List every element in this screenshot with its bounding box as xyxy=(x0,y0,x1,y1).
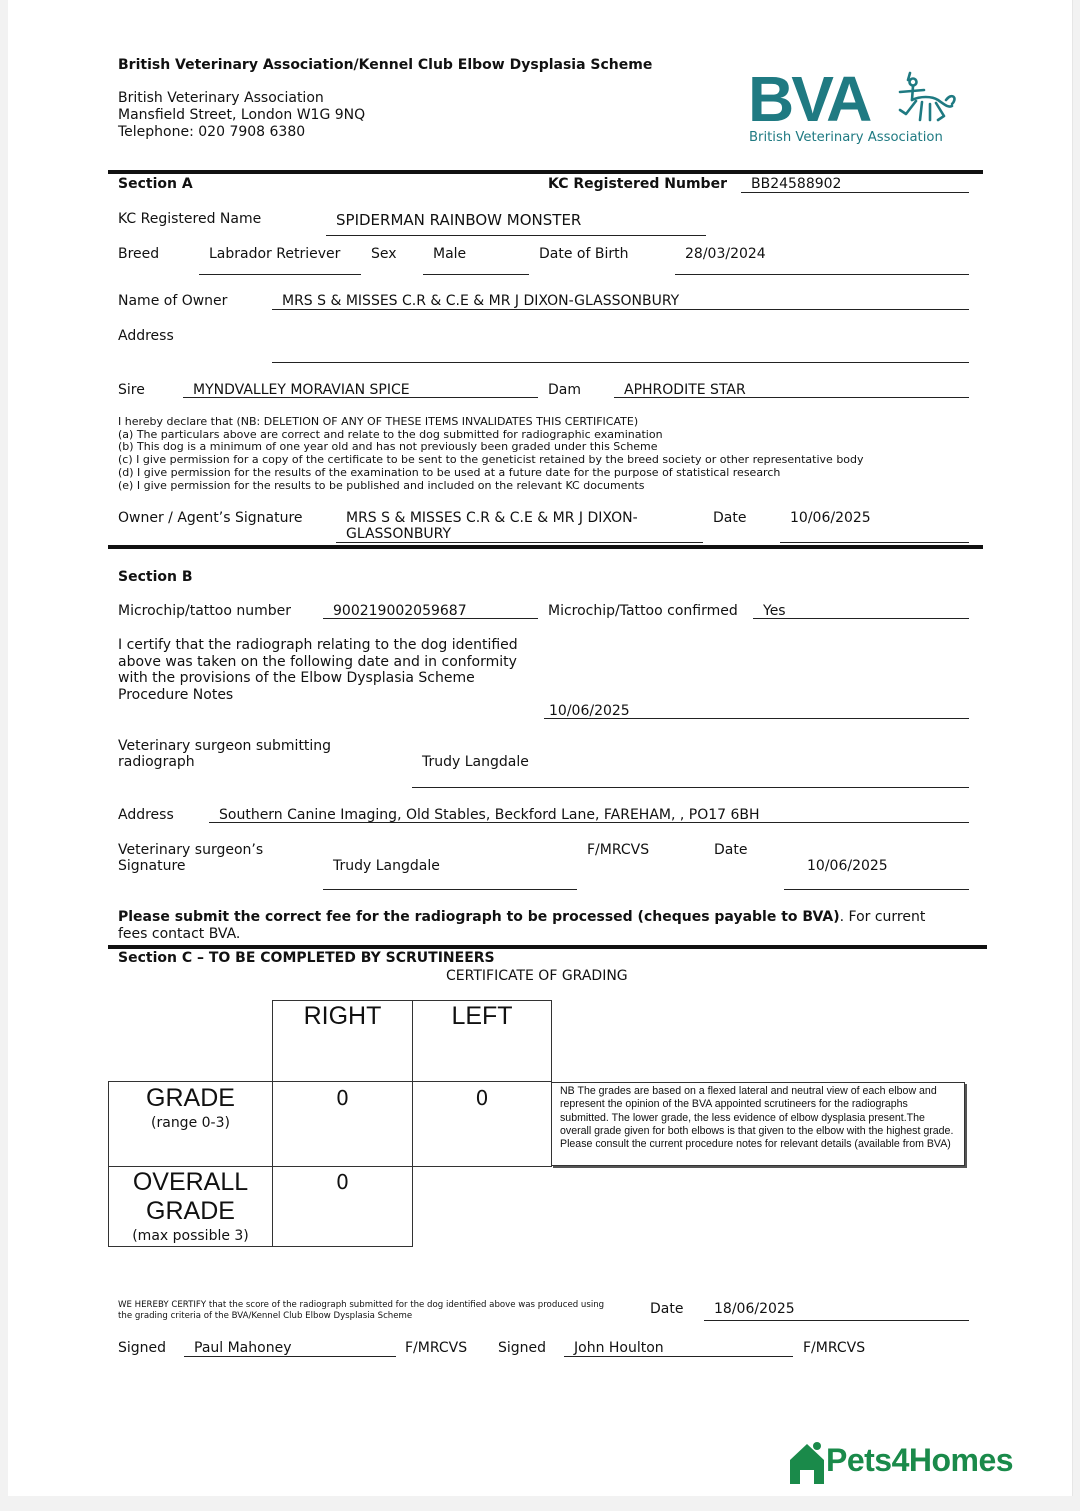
vet-address-label: Address xyxy=(118,807,174,823)
pets4homes-wordmark: Pets4Homes xyxy=(826,1442,1014,1478)
signed-label-1: Signed xyxy=(118,1340,167,1356)
overall-label-cell xyxy=(108,1166,273,1247)
scrutineer-date-line xyxy=(704,1320,969,1321)
overall-value-cell xyxy=(272,1166,413,1247)
scrutineer-date-label: Date xyxy=(650,1301,684,1317)
kc-number-line xyxy=(741,192,969,193)
pets4homes-watermark xyxy=(788,1440,1038,1488)
declaration-line: (a) The particulars above are correct and relate to the dog submitted for radiographic examination xyxy=(118,427,663,441)
dam-line xyxy=(614,397,969,398)
pets4homes-house-icon xyxy=(788,1440,826,1486)
sire-value: MYNDVALLEY MORAVIAN SPICE xyxy=(193,382,410,398)
owner-signature-line xyxy=(336,542,703,543)
grading-subtitle: CERTIFICATE OF GRADING xyxy=(446,968,628,984)
overall-label xyxy=(109,1168,272,1226)
certify-line: with the provisions of the Elbow Dysplasia Scheme xyxy=(118,670,475,687)
vet-label-line2: radiograph xyxy=(118,754,195,770)
kc-number-value: BB24588902 xyxy=(751,176,842,192)
vet-signature-label-line1: Veterinary surgeon’s xyxy=(118,842,264,858)
owner-date-line xyxy=(780,542,969,543)
breed-label: Breed xyxy=(118,246,160,262)
grading-note: NB The grades are based on a flexed lateral and neutral view of each elbow and represent the opinion of the BVA appointed scrutineers for the radiographs submitted. The lower grade, the less evidence of elbow dysplasia present.The overall grade given for both elbows is that given to the elbow with the highest grade. Please consult the current procedure notes for relevant details (available from BVA) xyxy=(551,1082,965,1166)
scrutineer-date-value: 18/06/2025 xyxy=(714,1301,795,1317)
signer-1-line xyxy=(184,1356,396,1357)
sex-label: Sex xyxy=(371,246,397,262)
vet-date-line xyxy=(784,889,969,890)
signer-1-value: Paul Mahoney xyxy=(194,1340,292,1356)
signer-2-value: John Houlton xyxy=(574,1340,664,1356)
sire-label: Sire xyxy=(118,382,145,398)
overall-label-line1: OVERALL xyxy=(132,1168,249,1196)
overall-label-line2: GRADE xyxy=(146,1197,235,1225)
signer-2-line xyxy=(564,1356,793,1357)
centaur-icon xyxy=(886,70,960,130)
vet-label-line1: Veterinary surgeon submitting xyxy=(118,738,332,754)
grade-left-value: 0 xyxy=(475,1086,489,1110)
left-column-header xyxy=(412,1000,552,1082)
address-label: Address xyxy=(118,328,174,344)
microchip-confirmed-label: Microchip/Tattoo confirmed xyxy=(548,603,738,619)
declaration-line: I hereby declare that (NB: DELETION OF ANY OF THESE ITEMS INVALIDATES THIS CERTIFICATE) xyxy=(118,415,639,428)
certify-line: I certify that the radiograph relating to the dog identified xyxy=(118,637,518,653)
grade-right-cell xyxy=(272,1081,413,1167)
declaration-line: (d) I give permission for the results of the examination to be used at a future date for the purpose of statistical research xyxy=(118,465,781,479)
owner-signature-line1: MRS S & MISSES C.R & C.E & MR J DIXON- xyxy=(346,510,638,526)
grade-right-value: 0 xyxy=(336,1086,349,1110)
section-c-rule xyxy=(108,945,987,949)
breed-line xyxy=(199,274,361,275)
radiograph-date-value: 10/06/2025 xyxy=(549,703,630,719)
kc-number-label: KC Registered Number xyxy=(548,176,727,192)
certify-line: above was taken on the following date and in conformity xyxy=(118,653,517,670)
signer-2-fmrcvs: F/MRCVS xyxy=(803,1340,866,1356)
overall-value: 0 xyxy=(336,1170,349,1194)
section-a-title: Section A xyxy=(118,176,193,192)
declaration-line: (c) I give permission for a copy of the certificate to be sent to the geneticist retained by the breed society or other representative body xyxy=(118,453,864,467)
section-b-title: Section B xyxy=(118,569,193,585)
sex-line xyxy=(423,274,529,275)
dob-label: Date of Birth xyxy=(539,246,629,262)
dob-value: 28/03/2024 xyxy=(685,246,766,262)
left-header-label: LEFT xyxy=(451,1002,513,1030)
owner-value: MRS S & MISSES C.R & C.E & MR J DIXON-GLASSONBURY xyxy=(282,293,680,309)
grade-label-cell xyxy=(108,1081,273,1167)
scrutineer-certify-line2: the grading criteria of the BVA/Kennel Club Elbow Dysplasia Scheme xyxy=(118,1311,413,1321)
vet-signature-label-line2: Signature xyxy=(118,858,186,874)
certificate-page xyxy=(8,0,1073,1496)
grade-range: (range 0-3) xyxy=(151,1115,230,1131)
vet-fmrcvs: F/MRCVS xyxy=(587,842,650,858)
section-c-title: Section C – TO BE COMPLETED BY SCRUTINEERS xyxy=(118,950,495,966)
vet-date-value: 10/06/2025 xyxy=(807,858,888,874)
owner-line xyxy=(272,309,969,310)
sire-line xyxy=(183,397,538,398)
scrutineer-certify-line1: WE HEREBY CERTIFY that the score of the radiograph submitted for the dog identified above was produced using xyxy=(118,1300,605,1310)
vet-signature-line xyxy=(323,889,577,890)
certify-line: Procedure Notes xyxy=(118,687,234,704)
vet-address-line xyxy=(209,822,969,823)
bva-logo-subtitle: British Veterinary Association xyxy=(749,130,943,145)
fee-notice-bold: Please submit the correct fee for the radiograph to be processed (cheques payable to BVA) xyxy=(118,909,840,925)
dam-value: APHRODITE STAR xyxy=(624,382,746,398)
right-column-header xyxy=(272,1000,413,1082)
vet-signature-value: Trudy Langdale xyxy=(333,858,440,874)
section-a-rule xyxy=(108,170,983,174)
microchip-label: Microchip/tattoo number xyxy=(118,603,292,619)
org-name: British Veterinary Association xyxy=(118,90,324,106)
declaration-line: (b) This dog is a minimum of one year old and has not previously been graded under this Scheme xyxy=(118,440,658,454)
grade-label: GRADE xyxy=(146,1084,235,1112)
owner-label: Name of Owner xyxy=(118,293,228,309)
sex-value: Male xyxy=(433,246,467,262)
org-address: Mansfield Street, London W1G 9NQ xyxy=(118,107,366,123)
owner-date-label: Date xyxy=(713,510,747,526)
address-line xyxy=(272,362,969,363)
declaration-line: (e) I give permission for the results to be published and included on the relevant KC documents xyxy=(118,478,645,492)
fee-notice-line2: fees contact BVA. xyxy=(118,926,241,942)
dob-line xyxy=(675,274,969,275)
kc-name-label: KC Registered Name xyxy=(118,211,262,227)
org-telephone: Telephone: 020 7908 6380 xyxy=(118,124,306,140)
vet-address-value: Southern Canine Imaging, Old Stables, Beckford Lane, FAREHAM, , PO17 6BH xyxy=(219,807,760,823)
signed-label-2: Signed xyxy=(498,1340,547,1356)
right-header-label: RIGHT xyxy=(303,1002,382,1030)
grade-left-cell xyxy=(412,1081,552,1167)
microchip-value: 900219002059687 xyxy=(333,603,467,619)
certify-text xyxy=(118,637,518,704)
vet-date-label: Date xyxy=(714,842,748,858)
kc-name-line xyxy=(326,235,706,236)
microchip-line xyxy=(323,618,538,619)
breed-value: Labrador Retriever xyxy=(209,246,341,262)
bva-logo-letters: BVA xyxy=(748,63,870,135)
kc-name-value: SPIDERMAN RAINBOW MONSTER xyxy=(336,211,582,229)
microchip-confirmed-line xyxy=(753,618,969,619)
owner-date-value: 10/06/2025 xyxy=(790,510,871,526)
scheme-title: British Veterinary Association/Kennel Club Elbow Dysplasia Scheme xyxy=(118,57,653,73)
radiograph-date-line xyxy=(544,718,969,719)
fee-notice-rest: . For current xyxy=(839,909,926,925)
section-b-rule xyxy=(108,545,983,549)
fee-notice-line1 xyxy=(118,909,925,925)
microchip-confirmed-value: Yes xyxy=(763,603,786,619)
bva-logo xyxy=(748,63,973,150)
owner-signature-label: Owner / Agent’s Signature xyxy=(118,510,303,526)
signer-1-fmrcvs: F/MRCVS xyxy=(405,1340,468,1356)
vet-name-value: Trudy Langdale xyxy=(422,754,529,770)
owner-signature-line2: GLASSONBURY xyxy=(346,526,452,542)
overall-range: (max possible 3) xyxy=(132,1228,249,1244)
dam-label: Dam xyxy=(548,382,581,398)
vet-name-line xyxy=(412,787,969,788)
